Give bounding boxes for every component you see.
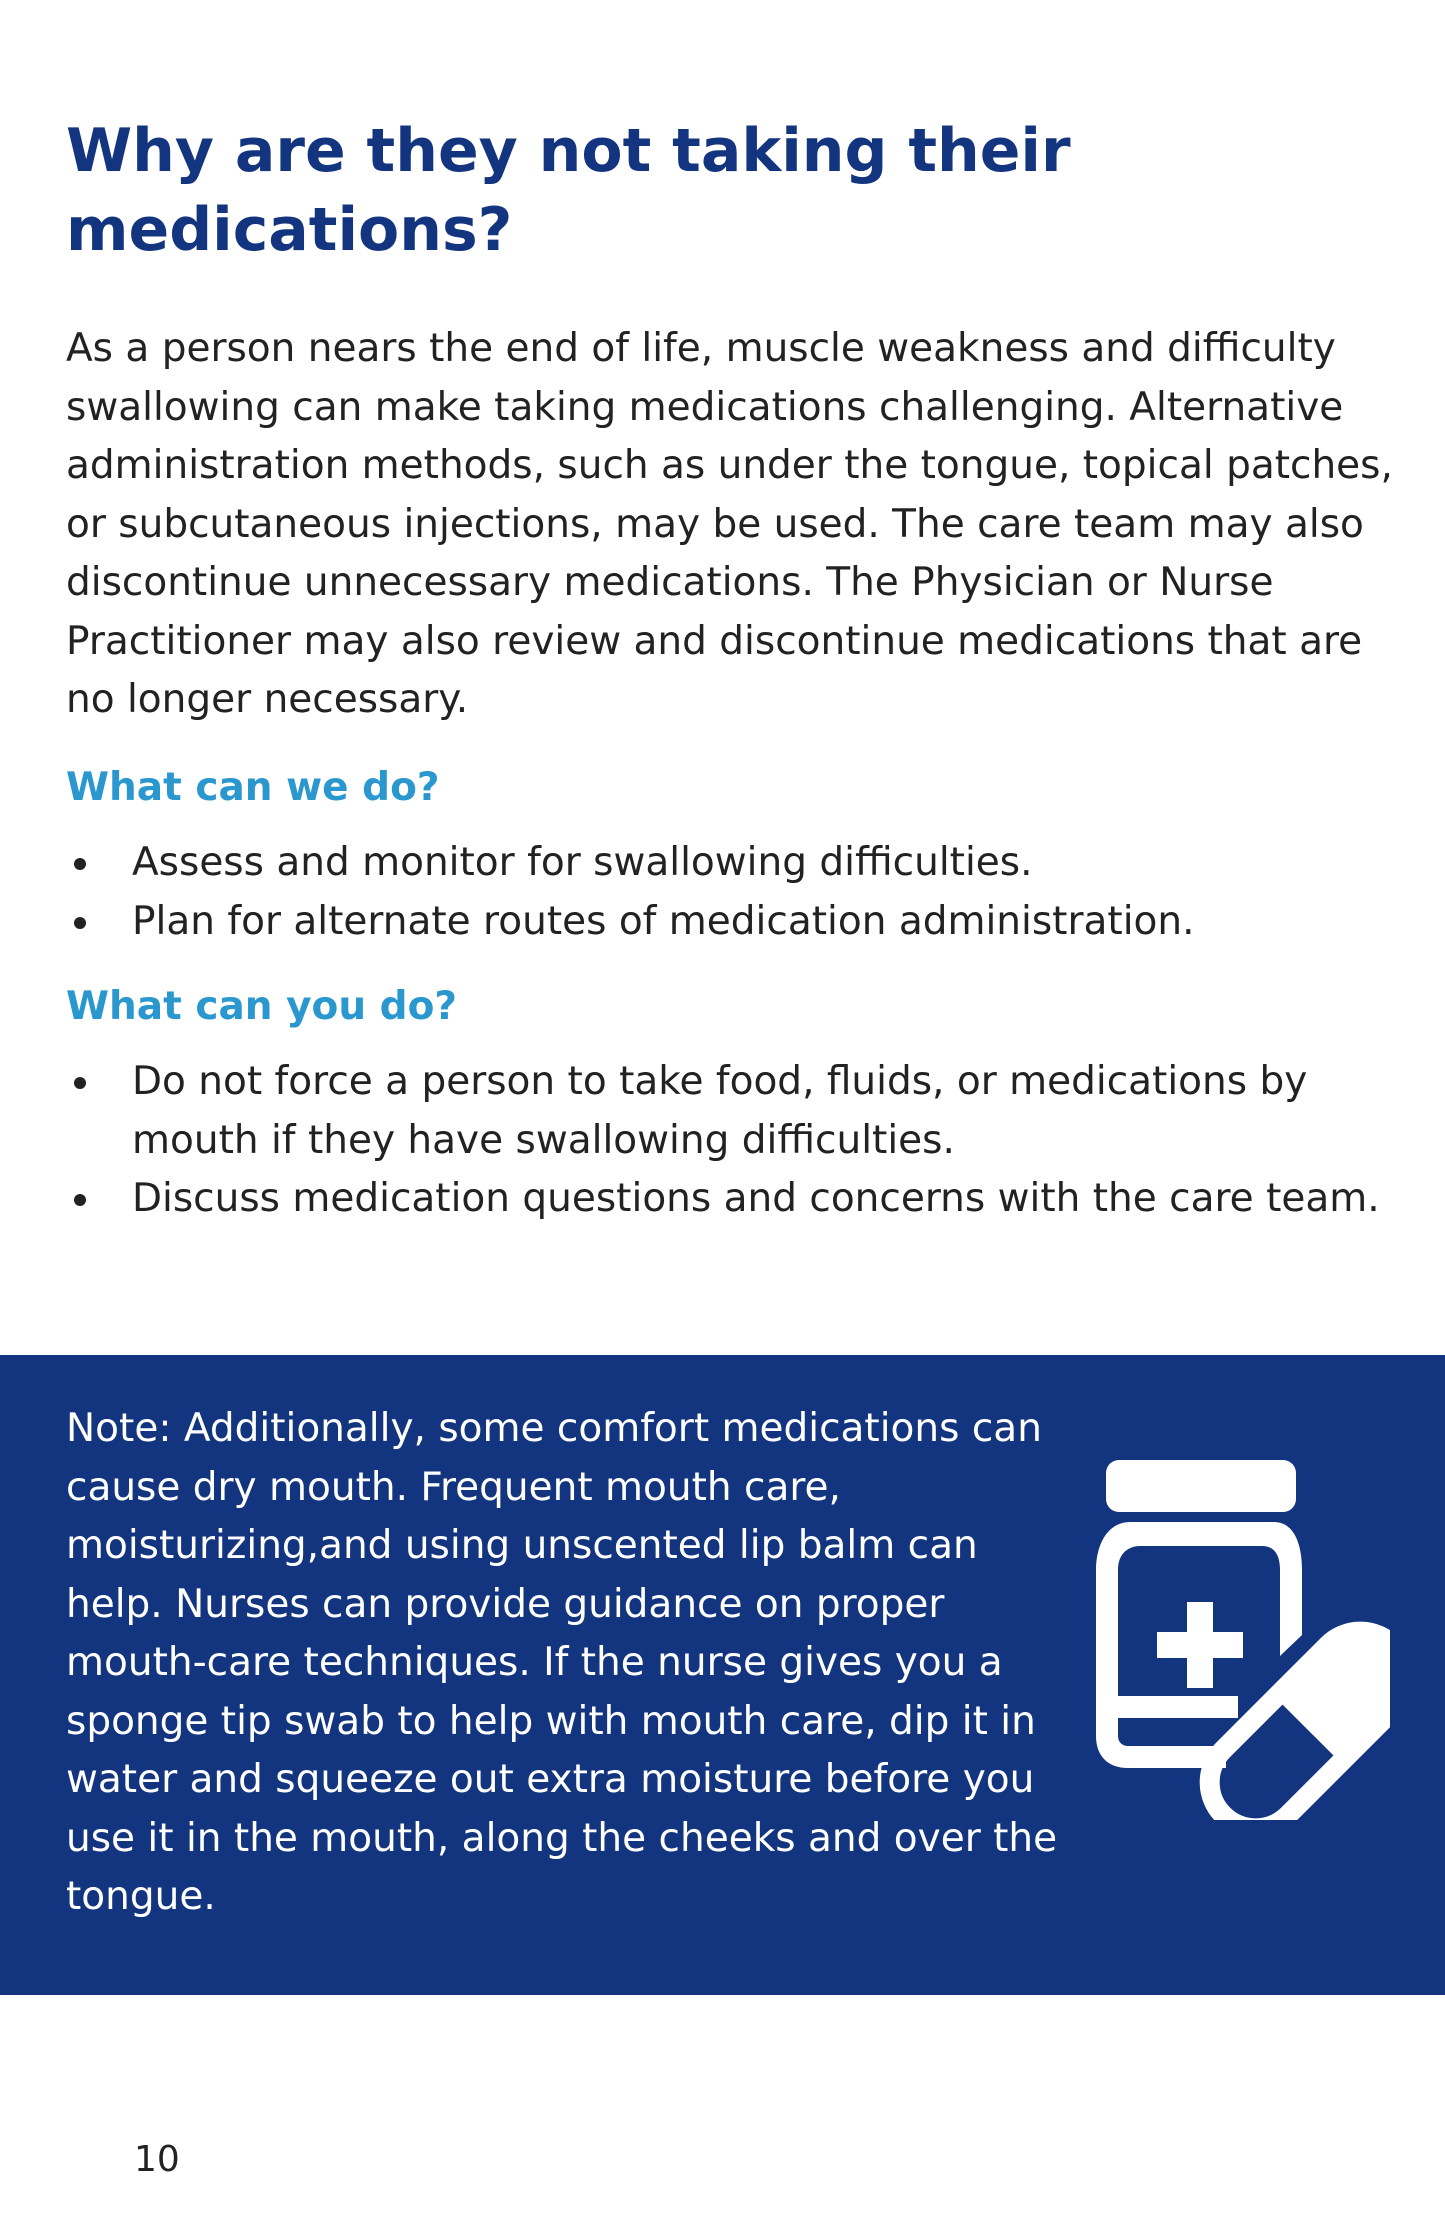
list-item-text: Plan for alternate routes of medication administration. — [132, 898, 1195, 944]
what-can-we-do-list — [66, 834, 1386, 951]
what-can-you-do-list — [66, 1053, 1386, 1229]
note-text: Note: Additionally, some comfort medications can cause dry mouth. Frequent mouth care, moisturizing,and using unscented lip balm can help. Nurses can provide guidance on proper mouth-care techniques. If the nurse gives you a sponge tip swab to help with mouth care, dip it in water and squeeze out extra moisture before you use it in the mouth, along the cheeks and over the tongue. — [66, 1406, 1058, 1919]
intro-paragraph: As a person nears the end of life, muscle weakness and difficulty swallowing can make taking medications challenging. Alternative administration methods, such as under the tongue, topical patches, or subcutaneous injections, may be used. The care team may also discontinue unnecessary medications. The Physician or Nurse Practitioner may also review and discontinue medications that are no longer necessary. — [66, 326, 1393, 722]
list-item-text: Discuss medication questions and concerns with the care team. — [132, 1176, 1380, 1221]
bullet-icon — [74, 1194, 86, 1206]
bullet-icon — [74, 917, 86, 929]
list-item — [66, 893, 1386, 952]
page-title: Why are they not taking their medications? — [66, 116, 1071, 265]
list-item — [66, 1170, 1386, 1229]
bullet-icon — [74, 858, 86, 870]
list-item — [66, 1053, 1386, 1170]
bullet-icon — [74, 1077, 86, 1089]
what-can-we-do-heading: What can we do? — [66, 765, 440, 810]
list-item-text: Do not force a person to take food, fluids, or medications by mouth if they have swallowing difficulties. — [132, 1059, 1308, 1163]
list-item-text: Assess and monitor for swallowing difficulties. — [132, 840, 1033, 885]
list-item — [66, 834, 1386, 893]
page-number: 10 — [134, 2139, 180, 2180]
what-can-you-do-heading: What can you do? — [66, 984, 457, 1029]
medicine-bottle-and-pill-icon — [1090, 1460, 1390, 1820]
note-box — [0, 1355, 1445, 1995]
